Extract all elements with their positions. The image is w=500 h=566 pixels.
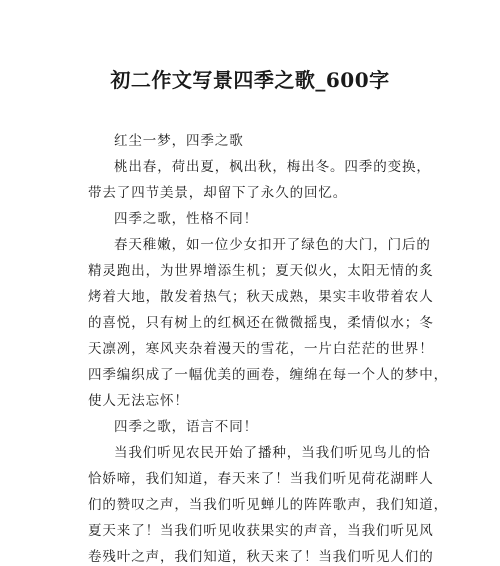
section-heading-line: 四季之歌，语言不同！	[114, 419, 258, 435]
paragraph-line: 的喜悦，只有树上的红枫还在微微摇曳，柔情似水；冬	[88, 315, 434, 331]
paragraph-line: 四季编织成了一幅优美的画卷，缠绵在每一个人的梦中，	[88, 367, 448, 383]
paragraph-line: 卷残叶之声，我们知道，秋天来了！当我们听见人们的	[88, 549, 434, 565]
paragraph-line: 烤着大地，散发着热气；秋天成熟，果实丰收带着农人	[88, 289, 434, 305]
section-heading-line: 四季之歌，性格不同！	[114, 211, 258, 227]
paragraph-line: 夏天来了！当我们听见收获果实的声音，当我们听见风	[88, 523, 434, 539]
paragraph-line: 精灵跑出，为世界增添生机；夏天似火，太阳无情的炙	[88, 263, 434, 279]
paragraph-line: 当我们听见农民开始了播种，当我们听见鸟儿的恰	[114, 445, 431, 461]
paragraph-line: 桃出春，荷出夏，枫出秋，梅出冬。四季的变换，	[114, 159, 431, 175]
paragraph-line: 恰娇啼，我们知道，春天来了！当我们听见荷花湖畔人	[88, 471, 434, 487]
paragraph-line: 带去了四节美景，却留下了永久的回忆。	[88, 185, 348, 201]
paragraph-line: 春天稚嫩，如一位少女扣开了绿色的大门，门后的	[114, 237, 431, 253]
paragraph-line: 们的赞叹之声，当我们听见蝉儿的阵阵歌声，我们知道，	[88, 497, 448, 513]
paragraph-line: 使人无法忘怀！	[88, 393, 189, 409]
paragraph-line-subtitle: 红尘一梦，四季之歌	[114, 133, 244, 149]
paragraph-line: 天凛冽，寒风夹杂着漫天的雪花，一片白茫茫的世界！	[88, 341, 434, 357]
document-title: 初二作文写景四季之歌_600字	[110, 68, 390, 92]
